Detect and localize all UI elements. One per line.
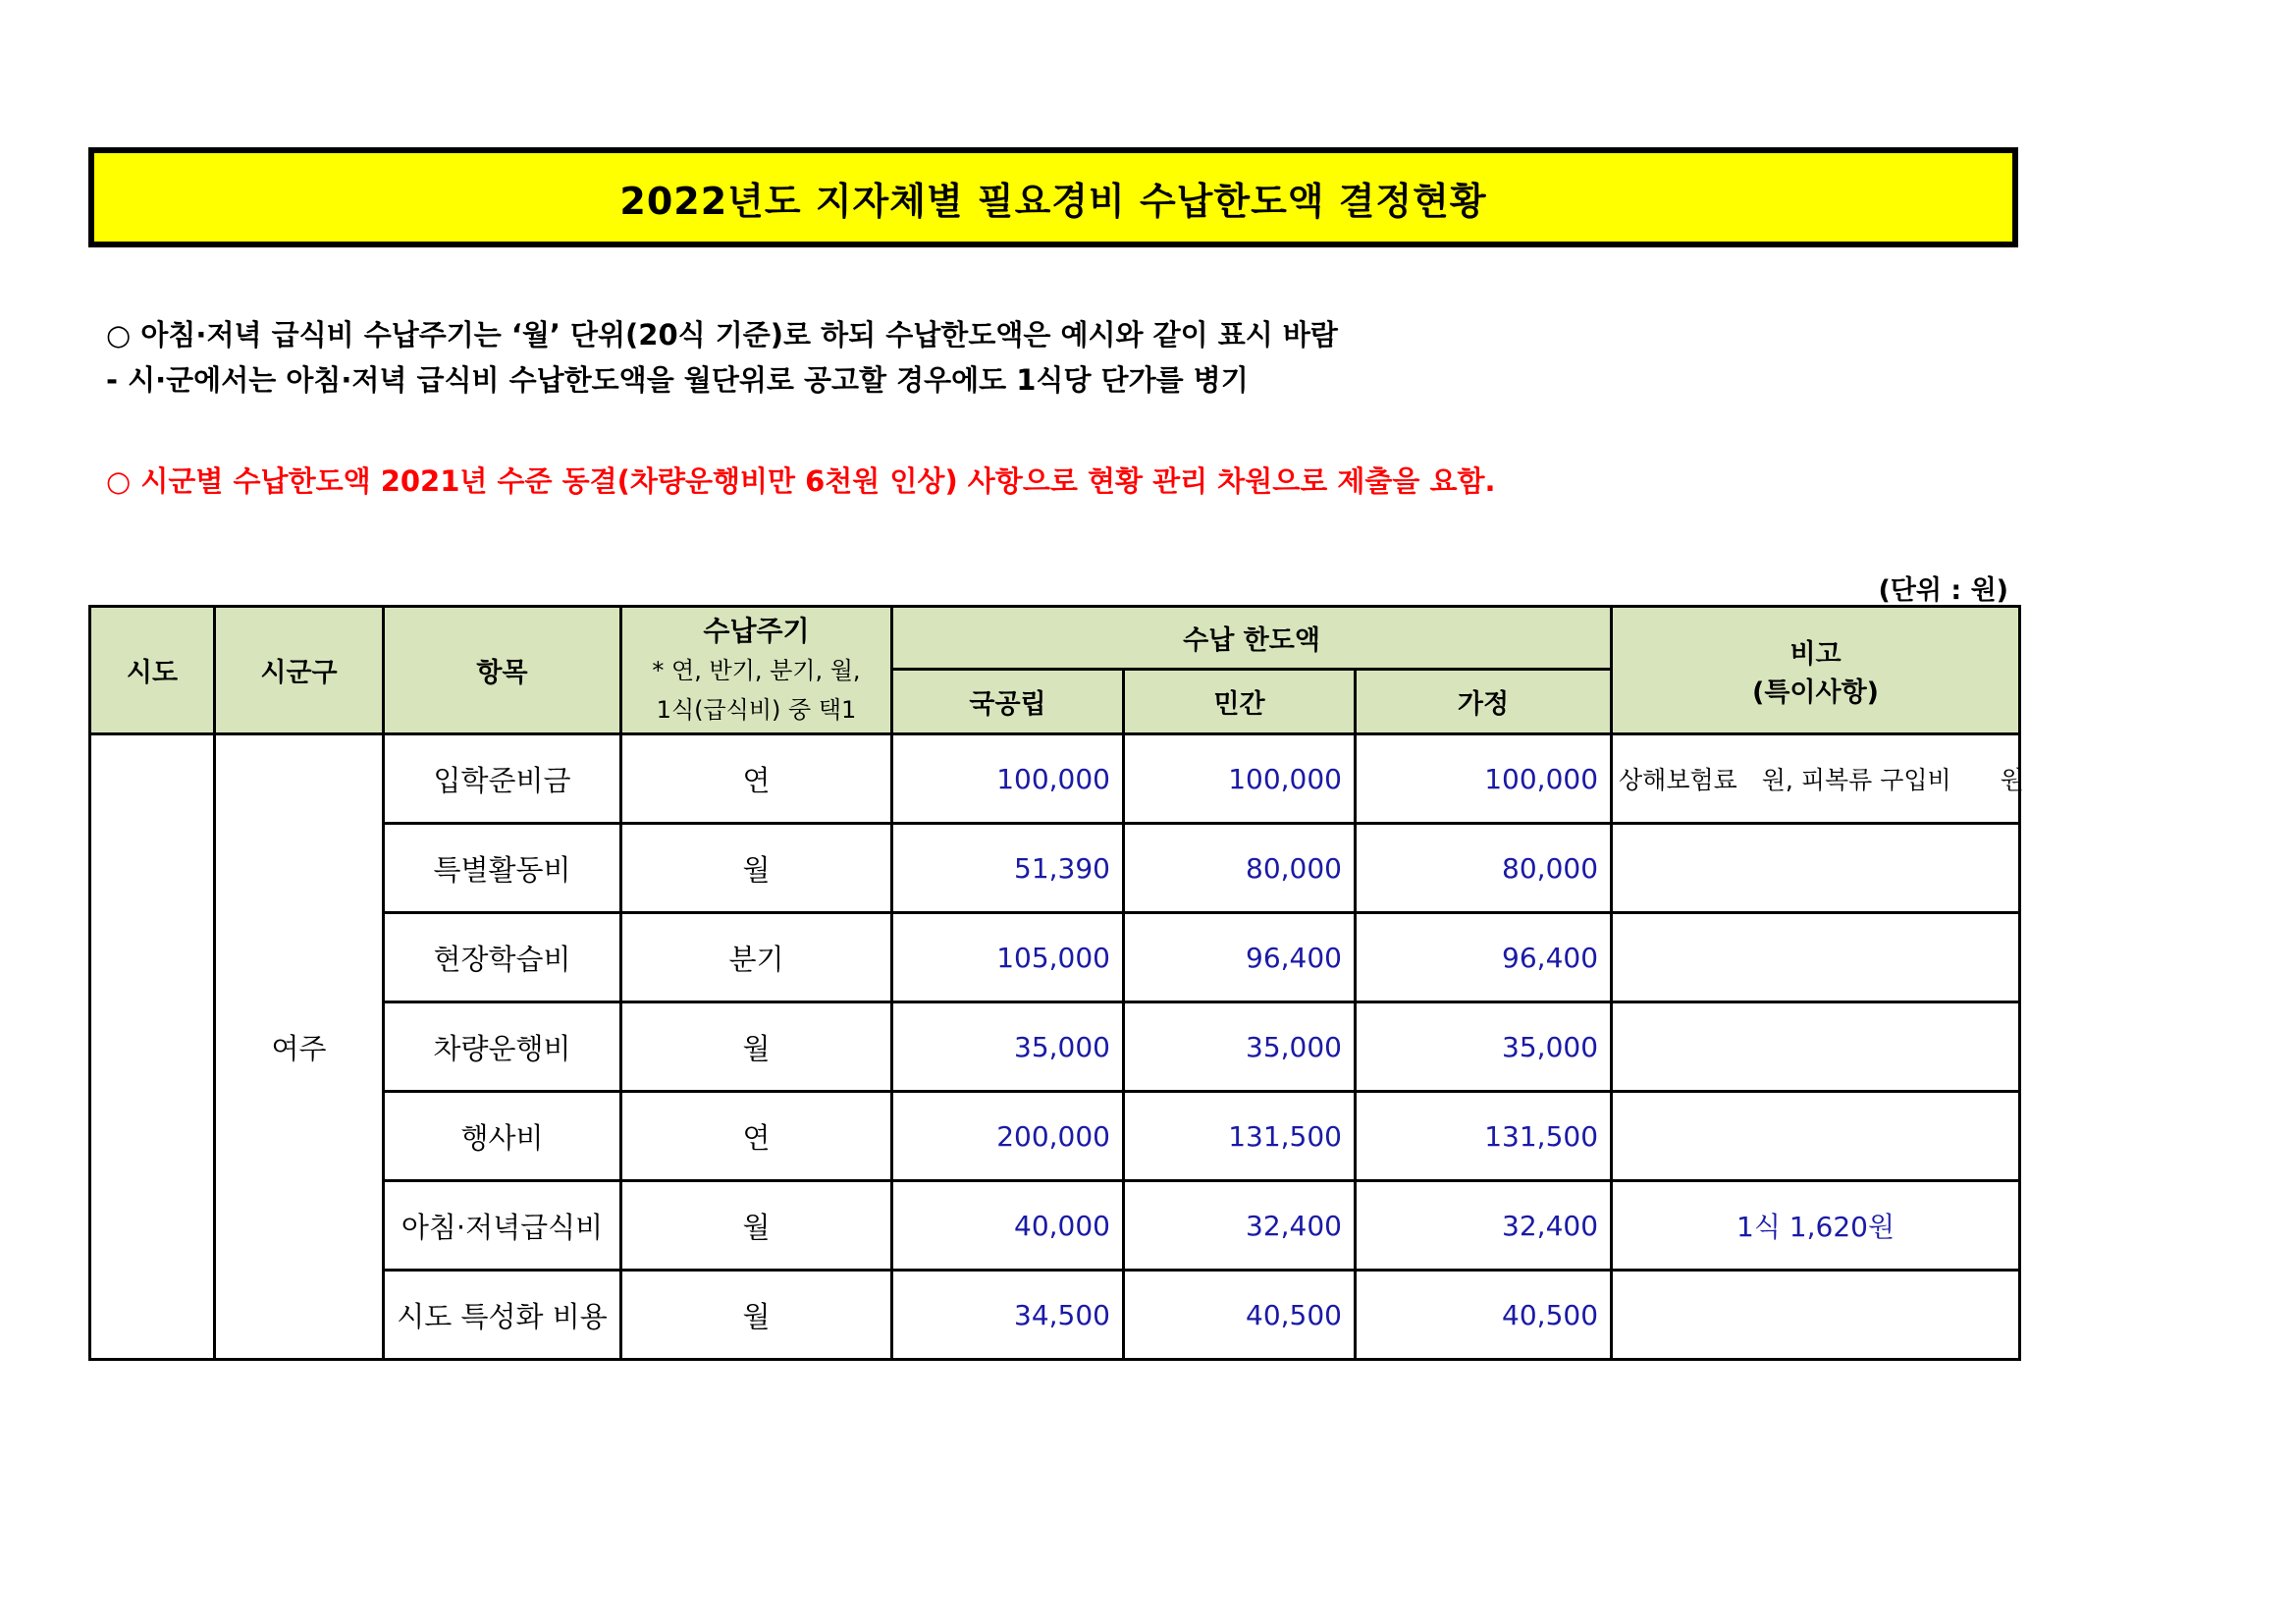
header-limit: 수납 한도액 [892,607,1612,670]
header-sigungu: 시군구 [215,607,384,734]
header-home: 가정 [1356,670,1612,734]
limit-table [88,605,2024,1361]
header-sido: 시도 [90,607,215,734]
header-row-1 [90,607,2020,670]
cell-home: 80,000 [1356,824,1612,913]
document-title-box [88,147,2018,247]
header-cycle-title: 수납주기 [703,614,810,647]
cell-home: 35,000 [1356,1002,1612,1092]
cell-public: 40,000 [892,1181,1124,1271]
header-private: 민간 [1124,670,1356,734]
note-line-2: - 시·군에서는 아침·저녁 급식비 수납한도액을 월단위로 공고할 경우에도 1식당 단가를 병기 [106,363,1249,397]
cell-private: 32,400 [1124,1181,1356,1271]
cell-cycle: 월 [621,1002,892,1092]
cell-cycle: 월 [621,1271,892,1360]
cell-cycle: 월 [621,824,892,913]
cell-item: 입학준비금 [384,734,621,824]
cell-remark [1612,1092,2020,1181]
header-remark-title: 비고 [1789,638,1842,670]
cell-home: 131,500 [1356,1092,1612,1181]
header-cycle [621,607,892,734]
cell-remark [1612,1002,2020,1092]
cell-remark [1612,1271,2020,1360]
document-title: 2022년도 지자체별 필요경비 수납한도액 결정현황 [619,179,1487,223]
cell-item: 차량운행비 [384,1002,621,1092]
cell-public: 105,000 [892,913,1124,1002]
cell-remark [1612,824,2020,913]
cell-private: 35,000 [1124,1002,1356,1092]
cell-home: 40,500 [1356,1271,1612,1360]
cell-sigungu: 여주 [215,734,384,1360]
cell-remark: 1식 1,620원 [1612,1181,2020,1271]
cell-private: 80,000 [1124,824,1356,913]
cell-private: 131,500 [1124,1092,1356,1181]
cell-item: 아침·저녁급식비 [384,1181,621,1271]
cell-public: 35,000 [892,1002,1124,1092]
cell-home: 100,000 [1356,734,1612,824]
cell-cycle: 연 [621,1092,892,1181]
cell-item: 시도 특성화 비용 [384,1271,621,1360]
cell-home: 96,400 [1356,913,1612,1002]
header-public: 국공립 [892,670,1124,734]
cell-remark [1612,913,2020,1002]
cell-item: 특별활동비 [384,824,621,913]
cell-item: 행사비 [384,1092,621,1181]
header-item: 항목 [384,607,621,734]
header-cycle-note-2: 1식(급식비) 중 택1 [656,695,857,724]
cell-remark: 상해보험료 원, 피복류 구입비 원 [1612,734,2020,824]
cell-cycle: 월 [621,1181,892,1271]
cell-private: 96,400 [1124,913,1356,1002]
cell-private: 100,000 [1124,734,1356,824]
header-remark [1612,607,2020,734]
cell-public: 200,000 [892,1092,1124,1181]
unit-label: (단위 : 원) [1878,575,2008,606]
cell-private: 40,500 [1124,1271,1356,1360]
cell-cycle: 분기 [621,913,892,1002]
header-remark-subtitle: (특이사항) [1752,677,1880,708]
table-row [90,734,2020,824]
cell-home: 32,400 [1356,1181,1612,1271]
cell-public: 34,500 [892,1271,1124,1360]
header-cycle-note-1: * 연, 반기, 분기, 월, [652,656,861,684]
cell-cycle: 연 [621,734,892,824]
cell-item: 현장학습비 [384,913,621,1002]
cell-public: 51,390 [892,824,1124,913]
note-line-1: ○ 아침·저녁 급식비 수납주기는 ‘월’ 단위(20식 기준)로 하되 수납한도액은 예시와 같이 표시 바람 [106,318,1338,352]
cell-public: 100,000 [892,734,1124,824]
cell-sido [90,734,215,1360]
note-line-warning: ○ 시군별 수납한도액 2021년 수준 동결(차량운행비만 6천원 인상) 사항으로 현황 관리 차원으로 제출을 요함. [106,464,1496,498]
